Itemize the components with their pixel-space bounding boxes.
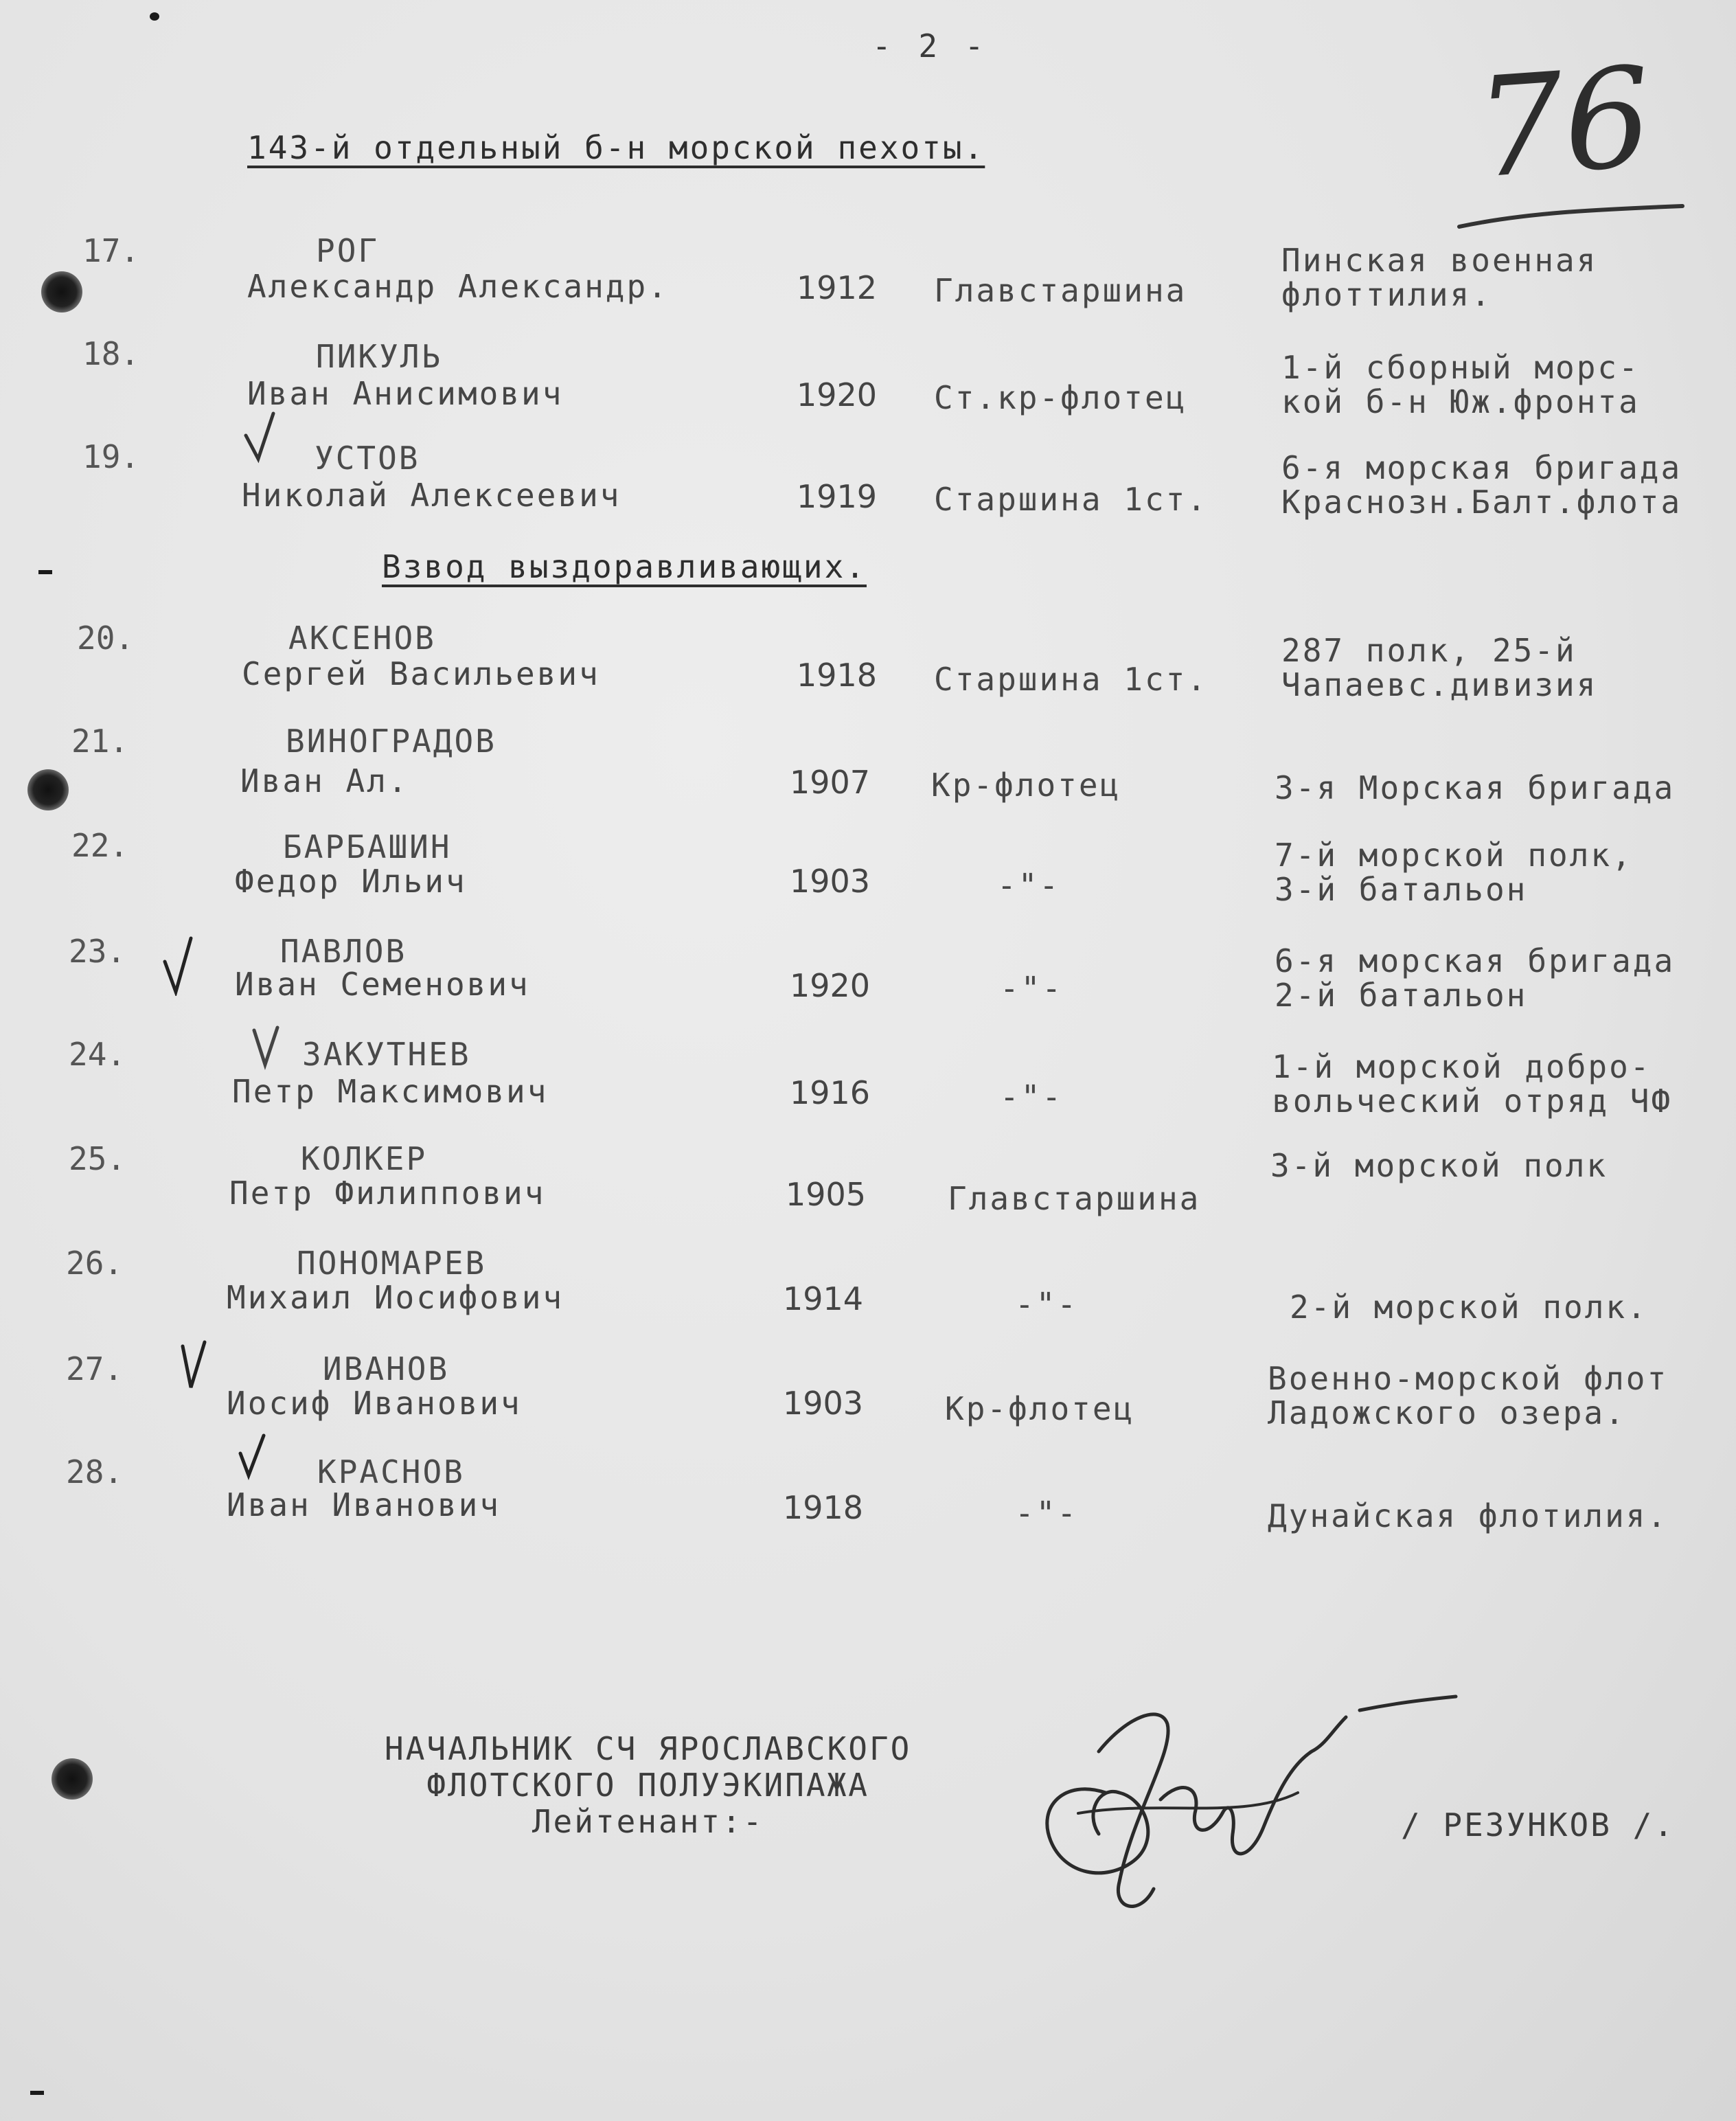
birth-year: 1907 <box>790 764 871 801</box>
row-number: 19. <box>82 438 140 475</box>
surname: ПАВЛОВ <box>280 933 407 970</box>
rank: Главстаршина <box>934 272 1187 309</box>
surname: ИВАНОВ <box>323 1350 450 1387</box>
row-number: 20. <box>77 620 135 657</box>
unit-line: 1-й морской добро- <box>1272 1048 1652 1085</box>
full-name: Петр Максимович <box>232 1073 549 1110</box>
section-heading: Взвод выздоравливающих. <box>382 548 867 585</box>
unit-line: 7-й морской полк, <box>1275 837 1633 874</box>
unit-line: Военно-морской флот <box>1268 1360 1669 1397</box>
rank: Кр-флотец <box>931 767 1121 804</box>
rank: -"- <box>1015 1495 1079 1532</box>
birth-year: 1905 <box>786 1176 867 1213</box>
full-name: Николай Алексеевич <box>242 477 621 514</box>
section-heading: 143-й отдельный б-н морской пехоты. <box>247 129 985 166</box>
full-name: Петр Филиппович <box>229 1175 546 1212</box>
rank: -"- <box>1000 1078 1064 1115</box>
unit-line: Пинская военная <box>1281 242 1598 279</box>
birth-year: 1903 <box>790 863 871 900</box>
full-name: Иван Семенович <box>235 966 530 1003</box>
birth-year: 1918 <box>797 657 878 694</box>
checkmark-icon <box>177 1339 212 1394</box>
birth-year: 1920 <box>797 376 878 413</box>
full-name: Иван Ал. <box>240 762 409 799</box>
rank: Кр-флотец <box>945 1390 1135 1427</box>
row-number: 27. <box>66 1350 124 1387</box>
signatory-line: ФЛОТСКОГО ПОЛУЭКИПАЖА <box>426 1766 869 1804</box>
checkmark-icon <box>242 409 283 464</box>
surname: РОГ <box>316 232 380 269</box>
checkmark-icon <box>161 934 199 996</box>
unit-line: 3-й батальон <box>1275 871 1528 908</box>
row-number: 28. <box>66 1453 124 1490</box>
checkmark-icon <box>236 1433 271 1481</box>
surname: ЗАКУТНЕВ <box>302 1036 471 1073</box>
staple-mark <box>30 2091 44 2095</box>
punch-hole <box>52 1758 93 1800</box>
staple-mark <box>150 12 159 21</box>
birth-year: 1903 <box>783 1385 864 1422</box>
unit-line: Чапаевс.дивизия <box>1281 666 1598 703</box>
rank: Главстаршина <box>948 1180 1201 1217</box>
full-name: Михаил Иосифович <box>227 1279 564 1316</box>
surname: БАРБАШИН <box>283 828 452 865</box>
row-number: 22. <box>71 827 129 864</box>
signatory-block <box>385 1731 911 1840</box>
unit-line: 6-я морская бригада <box>1275 942 1676 979</box>
unit-line: 3-я Морская бригада <box>1275 769 1676 806</box>
unit-line: Ладожского озера. <box>1268 1394 1626 1431</box>
surname: КОЛКЕР <box>301 1140 428 1177</box>
row-number: 25. <box>69 1140 126 1177</box>
unit-line: 3-й морской полк <box>1270 1147 1608 1184</box>
unit-line: 287 полк, 25-й <box>1281 632 1577 669</box>
surname: ВИНОГРАДОВ <box>286 723 496 760</box>
rank: -"- <box>1000 970 1064 1007</box>
handwritten-signature <box>1023 1676 1463 1923</box>
surname: ПИКУЛЬ <box>316 338 443 375</box>
rank: Старшина 1ст. <box>934 661 1209 698</box>
row-number: 23. <box>69 933 126 970</box>
folio-number: 76 <box>1471 37 1657 209</box>
page-number: - 2 - <box>872 27 988 65</box>
row-number: 21. <box>71 723 129 760</box>
birth-year: 1919 <box>797 478 878 515</box>
row-number: 26. <box>66 1245 124 1282</box>
signatory-line: Лейтенант:- <box>532 1802 764 1840</box>
full-name: Иван Анисимович <box>247 375 564 412</box>
birth-year: 1916 <box>790 1074 871 1111</box>
unit-line: 2-й батальон <box>1275 977 1528 1014</box>
birth-year: 1920 <box>790 967 871 1004</box>
unit-line: 2-й морской полк. <box>1290 1289 1648 1326</box>
unit-line: флоттилия. <box>1281 276 1492 313</box>
full-name: Александр Александр. <box>247 268 669 305</box>
unit-line: кой б-н Юж.фронта <box>1281 383 1640 420</box>
rank: -"- <box>1015 1286 1079 1323</box>
birth-year: 1914 <box>783 1280 864 1317</box>
checkmark-icon <box>250 1023 284 1071</box>
rank: -"- <box>997 867 1061 904</box>
signatory-line: НАЧАЛЬНИК СЧ ЯРОСЛАВСКОГО <box>385 1730 912 1767</box>
unit-line: Краснозн.Балт.флота <box>1281 484 1682 521</box>
surname: УСТОВ <box>315 440 420 477</box>
full-name: Иван Иванович <box>227 1486 501 1523</box>
unit-line: вольческий отряд ЧФ <box>1272 1082 1673 1120</box>
full-name: Федор Ильич <box>235 863 467 900</box>
rank: Старшина 1ст. <box>934 481 1209 518</box>
birth-year: 1912 <box>797 269 878 306</box>
surname: КРАСНОВ <box>317 1453 465 1490</box>
unit-line: Дунайская флотилия. <box>1268 1497 1669 1534</box>
rank: Ст.кр-флотец <box>934 379 1187 416</box>
full-name: Сергей Васильевич <box>242 655 600 692</box>
surname: ПОНОМАРЕВ <box>297 1245 487 1282</box>
unit-line: 6-я морская бригада <box>1281 449 1682 486</box>
row-number: 18. <box>82 335 140 372</box>
unit-line: 1-й сборный морс- <box>1281 349 1640 386</box>
full-name: Иосиф Иванович <box>227 1385 522 1422</box>
row-number: 17. <box>82 232 140 269</box>
folio-underline <box>1456 199 1689 240</box>
staple-mark <box>38 570 52 574</box>
punch-hole <box>27 769 69 810</box>
birth-year: 1918 <box>783 1489 864 1526</box>
punch-hole <box>41 271 82 313</box>
row-number: 24. <box>69 1036 126 1073</box>
signatory-name: / РЕЗУНКОВ /. <box>1401 1806 1676 1844</box>
surname: АКСЕНОВ <box>288 620 436 657</box>
